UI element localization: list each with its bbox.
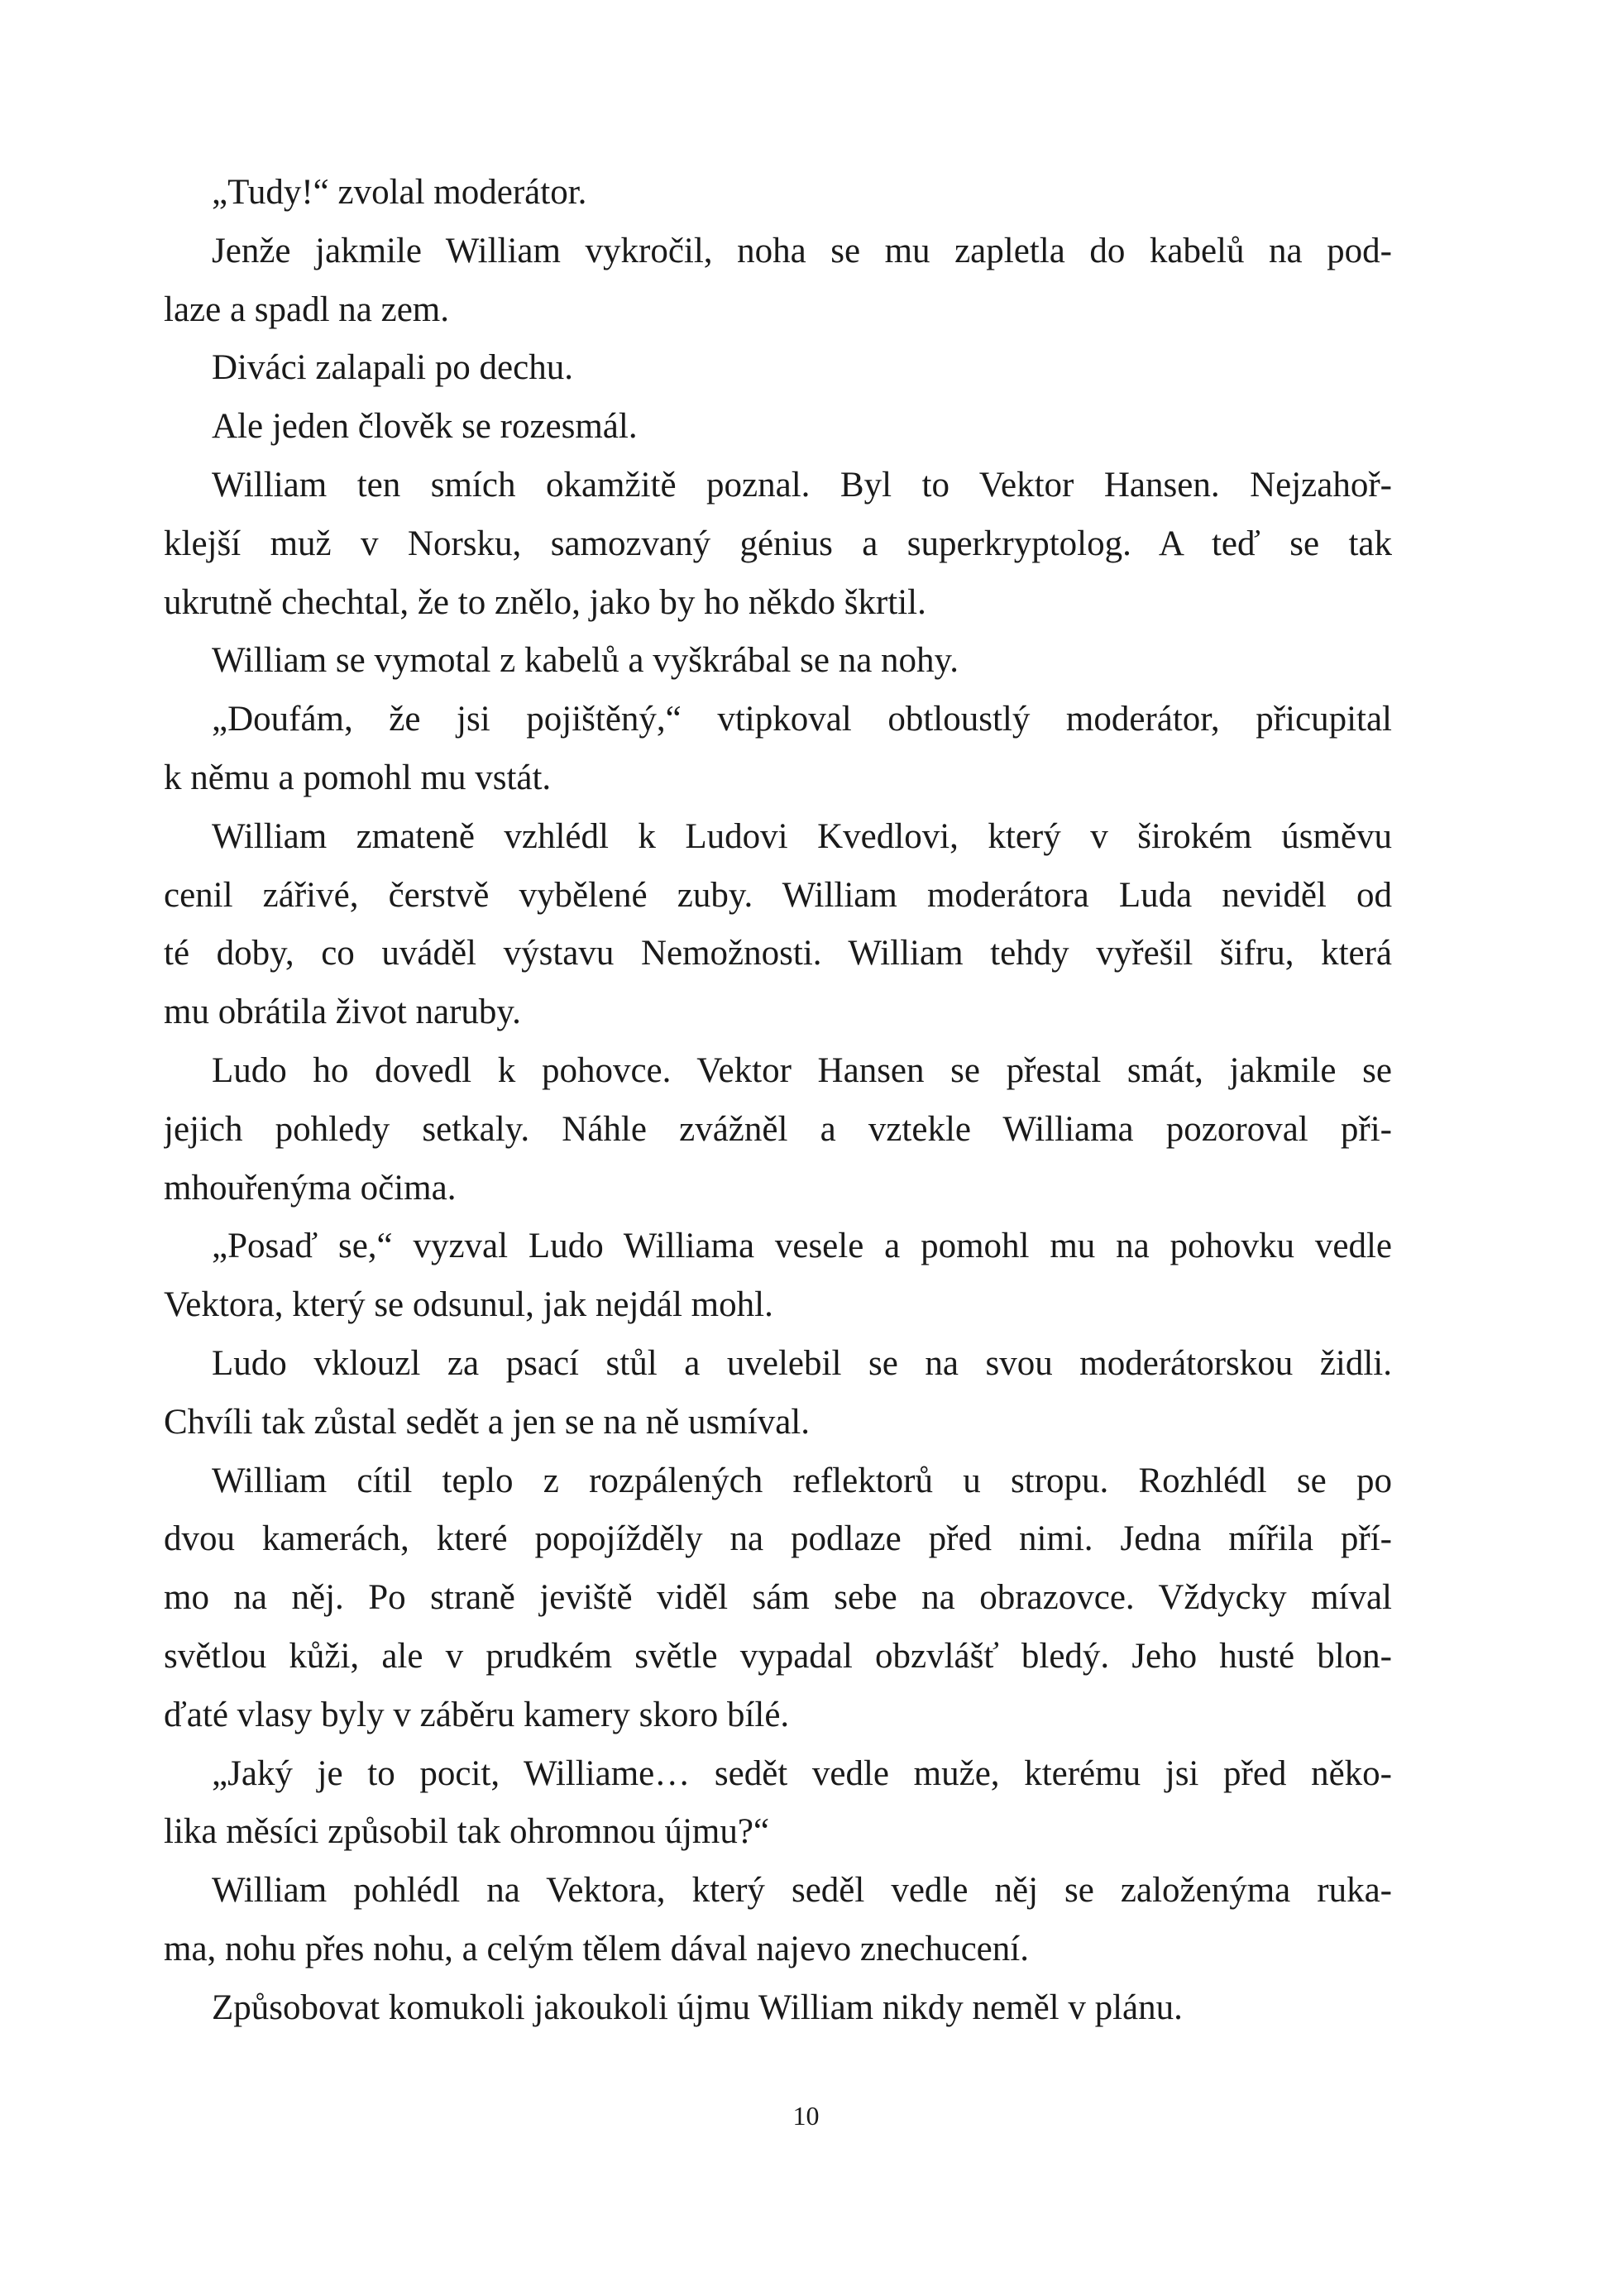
text-line: ukrutně chechtal, že to znělo, jako by ho někdo škrtil. [164,582,926,622]
text-line: „Jaký je to pocit, Williame… sedět vedle muže, kterému jsi před něko- [212,1753,1392,1793]
text-line: Ludo ho dovedl k pohovce. Vektor Hansen se přestal smát, jakmile se [212,1050,1392,1090]
paragraph [164,1042,1392,1217]
page-number: 10 [792,2101,820,2131]
text-line: William zmateně vzhlédl k Ludovi Kvedlovi, který v širokém úsměvu [212,816,1392,856]
text-line: Jenže jakmile William vykročil, noha se mu zapletla do kabelů na pod- [212,231,1392,270]
text-line: mo na něj. Po straně jeviště viděl sám sebe na obrazovce. Vždycky míval [164,1578,1392,1618]
text-line: William ten smích okamžitě poznal. Byl to Vektor Hansen. Nejzahoř- [212,465,1392,505]
text-line: dvou kamerách, které popojížděly na podlaze před nimi. Jedna mířila pří- [164,1519,1392,1559]
text-line: Vektora, který se odsunul, jak nejdál mohl. [164,1285,773,1325]
text-line: Chvíli tak zůstal sedět a jen se na ně usmíval. [164,1402,810,1442]
text-line: jejich pohledy setkaly. Náhle zvážněl a vztekle Williama pozoroval při- [164,1109,1392,1149]
text-line: klejší muž v Norsku, samozvaný génius a superkryptolog. A teď se tak [164,524,1392,563]
text-line: mhouřenýma očima. [164,1168,457,1208]
paragraph [164,339,1392,398]
paragraph [164,1335,1392,1452]
paragraph [164,691,1392,808]
text-line: lika měsíci způsobil tak ohromnou újmu?“ [164,1812,770,1852]
text-line: William pohlédl na Vektora, který seděl vedle něj se založenýma ruka- [212,1871,1392,1911]
text-line: William se vymotal z kabelů a vyškrábal se na nohy. [212,641,959,681]
text-line: světlou kůži, ale v prudkém světle vypadal obzvlášť bledý. Jeho husté blon- [164,1636,1392,1676]
paragraph [164,808,1392,1042]
paragraph [164,1452,1392,1745]
text-line: Ludo vklouzl za psací stůl a uvelebil se na svou moderátorskou židli. [212,1343,1392,1383]
paragraph [164,398,1392,457]
paragraph [164,222,1392,340]
paragraph [164,1745,1392,1863]
text-line: té doby, co uváděl výstavu Nemožnosti. William tehdy vyřešil šifru, která [164,934,1392,973]
paragraph [164,1979,1392,2038]
paragraph [164,1217,1392,1335]
paragraph [164,164,1392,222]
text-line: cenil zářivé, čerstvě vybělené zuby. William moderátora Luda neviděl od [164,875,1392,915]
text-line: laze a spadl na zem. [164,289,450,329]
text-line: ma, nohu přes nohu, a celým tělem dával najevo znechucení. [164,1929,1029,1968]
text-line: Způsobovat komukoli jakoukoli újmu William nikdy neměl v plánu. [212,1987,1183,2027]
text-line: William cítil teplo z rozpálených reflektorů u stropu. Rozhlédl se po [212,1461,1392,1500]
text-line: Ale jeden člověk se rozesmál. [212,407,638,447]
page-body-text [164,164,1392,2038]
text-line: „Doufám, že jsi pojištěný,“ vtipkoval obtloustlý moderátor, přicupital [212,700,1392,739]
text-line: „Tudy!“ zvolal moderátor. [212,173,587,212]
paragraph [164,457,1392,632]
paragraph [164,632,1392,691]
text-line: „Posaď se,“ vyzval Ludo Williama vesele a pomohl mu na pohovku vedle [212,1227,1392,1266]
text-line: mu obrátila život naruby. [164,993,521,1032]
paragraph [164,1862,1392,1979]
text-line: k němu a pomohl mu vstát. [164,758,552,797]
text-line: ďaté vlasy byly v záběru kamery skoro bílé. [164,1695,790,1734]
text-line: Diváci zalapali po dechu. [212,348,573,388]
